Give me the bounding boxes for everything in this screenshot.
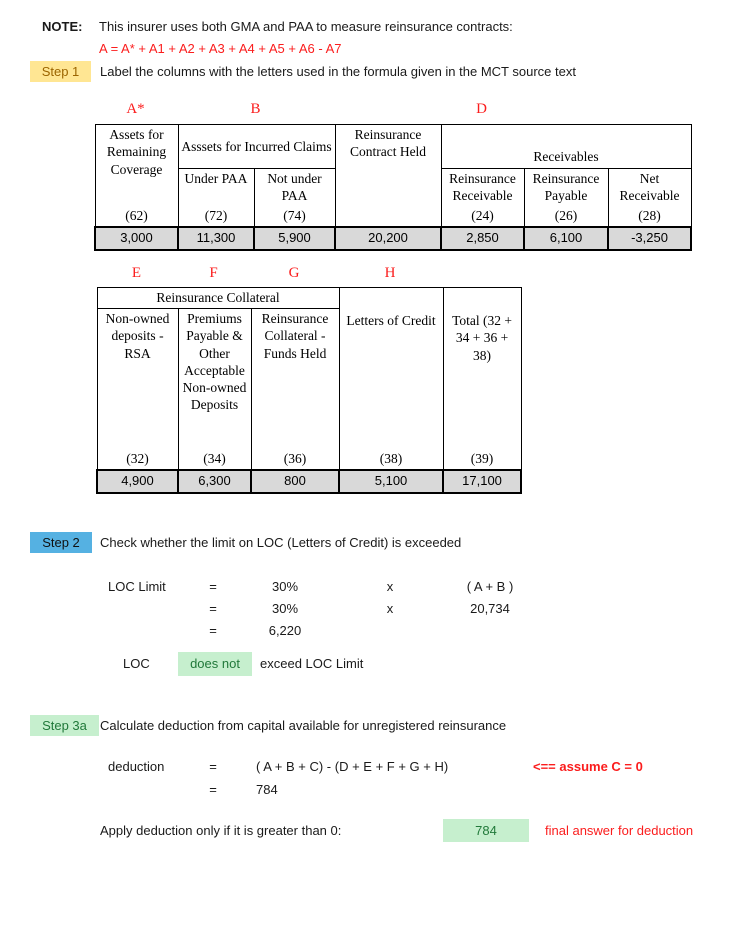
col-funds-held: [251, 309, 339, 470]
table1-data-row: [95, 227, 691, 250]
loc-limit-rate-2: 30%: [271, 601, 299, 616]
cell-62-value: 3,000: [95, 227, 178, 250]
group-incurred-claims: Asssets for Incurred Claims: [178, 125, 335, 169]
equals-sign: =: [209, 623, 217, 638]
col-not-under-paa: [254, 169, 335, 227]
col-not-under-paa-header: Not under PAA: [267, 171, 322, 204]
col-premiums-payable: [178, 309, 251, 470]
col-net-receivable-header: Net Receivable: [619, 171, 680, 204]
col-under-paa-code: (72): [204, 208, 228, 224]
step2-description: Check whether the limit on LOC (Letters of Credit) is exceeded: [100, 535, 462, 550]
deduction-result: 784: [256, 782, 278, 797]
col-assets-remaining-code: (62): [125, 208, 148, 224]
cell-34-value: 6,300: [178, 470, 251, 493]
table2-data-row: [97, 470, 521, 493]
table1-letter-b: B: [250, 101, 261, 117]
col-funds-held-header: Reinsurance Collateral - Funds Held: [261, 311, 329, 361]
multiply-sign: x: [386, 579, 394, 594]
cell-72-value: 11,300: [178, 227, 254, 250]
col-funds-held-code: (36): [283, 451, 307, 467]
loc-conclusion-row: [0, 652, 750, 676]
col-net-receivable: [608, 169, 691, 227]
final-answer-box: 784: [443, 819, 529, 842]
group-receivables: Receivables: [441, 125, 691, 169]
deduction-row-2: [0, 780, 750, 800]
col-under-paa-header: Under PAA: [184, 171, 248, 186]
col-letters-of-credit: [339, 288, 443, 470]
col-premiums-payable-code: (34): [203, 451, 226, 467]
loc-verdict-box: does not: [178, 652, 252, 676]
cell-24-value: 2,850: [441, 227, 524, 250]
col-total: [443, 288, 521, 470]
cell-74-value: 5,900: [254, 227, 335, 250]
deduction-label: deduction: [108, 759, 165, 774]
apply-deduction-text: Apply deduction only if it is greater than 0:: [100, 823, 342, 838]
loc-limit-result: 6,220: [268, 623, 302, 638]
col-reinsurance-contract-held: [335, 125, 441, 227]
col-reinsurance-payable-header: Reinsurance Payable: [532, 171, 600, 204]
note-formula: A = A* + A1 + A2 + A3 + A4 + A5 + A6 - A7: [99, 41, 342, 56]
cell-39-value: 17,100: [443, 470, 521, 493]
step3a-badge: Step 3a: [30, 715, 99, 736]
table-measurement: [94, 124, 692, 251]
final-answer-row: [0, 819, 750, 842]
deduction-formula: ( A + B + C) - (D + E + F + G + H): [256, 759, 449, 774]
note-text: This insurer uses both GMA and PAA to measure reinsurance contracts:: [99, 19, 513, 34]
cell-26-value: 6,100: [524, 227, 608, 250]
col-under-paa: [178, 169, 254, 227]
col-non-owned-deposits: [97, 309, 178, 470]
col-premiums-payable-header: Premiums Payable & Other Acceptable Non-owned Deposits: [182, 311, 247, 413]
step2-badge: Step 2: [30, 532, 92, 553]
col-letters-of-credit-code: (38): [379, 451, 403, 467]
cell-28-value: -3,250: [608, 227, 691, 250]
col-letters-of-credit-header: Letters of Credit: [346, 313, 436, 328]
table1-letter-d: D: [476, 101, 487, 117]
loc-conclusion-text: exceed LOC Limit: [260, 656, 364, 671]
col-assets-remaining-header: Assets for Remaining Coverage: [106, 127, 167, 177]
table2-letter-e: E: [131, 265, 142, 281]
cell-38-value: 5,100: [339, 470, 443, 493]
table1-letter-a-star: A*: [126, 101, 145, 117]
table2-letter-f: F: [209, 265, 218, 281]
deduction-row-1: [0, 757, 750, 777]
cell-rch-value: 20,200: [335, 227, 441, 250]
group-reinsurance-collateral: Reinsurance Collateral: [97, 288, 339, 309]
col-total-header: Total (32 + 34 + 36 + 38): [452, 313, 512, 363]
table-collateral: [96, 287, 522, 494]
col-not-under-paa-code: (74): [283, 208, 306, 224]
col-reinsurance-receivable: [441, 169, 524, 227]
loc-limit-rate-1: 30%: [271, 579, 299, 594]
col-reinsurance-payable-code: (26): [554, 208, 578, 224]
note-label: NOTE:: [42, 19, 83, 34]
equals-sign: =: [209, 759, 217, 774]
step1-badge: Step 1: [30, 61, 91, 82]
loc-limit-label: LOC Limit: [108, 579, 166, 594]
loc-limit-row-1: [0, 577, 750, 597]
col-net-receivable-code: (28): [638, 208, 661, 224]
col-non-owned-deposits-code: (32): [126, 451, 149, 467]
multiply-sign: x: [386, 601, 394, 616]
col-total-code: (39): [470, 451, 494, 467]
step1-description: Label the columns with the letters used in the formula given in the MCT source text: [100, 64, 576, 79]
loc-limit-operand-1: ( A + B ): [466, 579, 514, 594]
final-answer-note: final answer for deduction: [545, 823, 694, 838]
step3a-description: Calculate deduction from capital available for unregistered reinsurance: [100, 718, 507, 733]
col-reinsurance-contract-held-header: Reinsurance Contract Held: [349, 127, 427, 160]
assume-c-note: <== assume C = 0: [533, 759, 643, 774]
col-assets-remaining: [95, 125, 178, 227]
equals-sign: =: [209, 579, 217, 594]
equals-sign: =: [209, 782, 217, 797]
table2-letter-h: H: [384, 265, 396, 281]
cell-32-value: 4,900: [97, 470, 178, 493]
col-reinsurance-payable: [524, 169, 608, 227]
loc-limit-row-3: [0, 621, 750, 641]
loc-limit-row-2: [0, 599, 750, 619]
loc-label: LOC: [123, 656, 150, 671]
cell-36-value: 800: [251, 470, 339, 493]
table2-letter-g: G: [288, 265, 300, 281]
col-reinsurance-receivable-code: (24): [471, 208, 494, 224]
equals-sign: =: [209, 601, 217, 616]
col-reinsurance-receivable-header: Reinsurance Receivable: [449, 171, 516, 204]
col-non-owned-deposits-header: Non-owned deposits - RSA: [105, 311, 170, 361]
loc-limit-operand-2: 20,734: [470, 601, 510, 616]
